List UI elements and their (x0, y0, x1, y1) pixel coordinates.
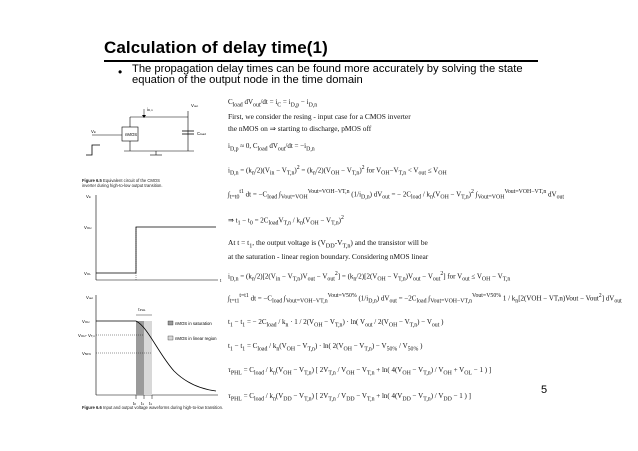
bullet-marker: • (118, 65, 123, 79)
svg-text:nMOS: nMOS (125, 132, 138, 137)
svg-text:t: t (220, 278, 222, 283)
text-rising-input: First, we consider the resing - input case for a CMOS inverter (228, 112, 411, 121)
equation-saturation-current: $i_{D,n} = (k_n/2)(V_{in} - V_{T,n})^2 = (k_n/2)(V_{OH} - V_{T,n})^2$ for $V_{OH}-V_{T,n} < V_{out} \le V_{OH}$ (228, 165, 447, 177)
svg-text:t0: t0 (133, 401, 136, 406)
equation-tphl-vdd: $\tau_{PHL} = C_{load} / k_n(V_{DD} - V_{T,n})$ [ $2V_{T,n} / V_{DD} - V_{T,n} + \ln$( $4(V_{DD} - V_{T,n}) / V_{DD} - 1$ ) ] (228, 392, 471, 403)
svg-text:VOH- VT,n: VOH- VT,n (78, 333, 95, 338)
legend-linear: nMOS in linear region (175, 336, 217, 341)
svg-text:Cload: Cload (197, 131, 206, 136)
text-boundary-1: At $t = t_1$, the output voltage is $(V_{DD}-V_{T,n})$ and the transistor will be (228, 238, 428, 250)
svg-text:τPHL: τPHL (138, 307, 146, 312)
figures-column (78, 95, 226, 415)
svg-text:Vout: Vout (191, 103, 199, 108)
svg-text:Vin: Vin (91, 129, 97, 134)
svg-text:VOL: VOL (84, 271, 91, 276)
svg-text:Vout: Vout (86, 295, 94, 300)
inverter-circuit-diagram (86, 103, 206, 155)
slide-title: Calculation of delay time(1) (104, 38, 328, 57)
title-underline (104, 60, 538, 62)
equation-linear-current: $i_{D,n} = (k_n/2)[2(V_{in} - V_{T,n})V_{out} - V_{out}^2] = (k_n/2)[2(V_{OH} - V_{T,n})V_{out} - V_{out}^2]$ for $V_{out} \le V_{OH} - V_{T,n}$ (228, 271, 511, 283)
equation-t1-result: $t_1 - t_1 = C_{load} / k_n(V_{OH} - V_{T,n}) \cdot \ln$( $2(V_{OH} - V_{T,n}) - V_{50\%} / V_{50\%}$ ) (228, 342, 423, 353)
equation-integral-linear: $\int_{t=t1}^{t=t1}$ dt = $-C_{load}$ $\int_{Vout=VOH-VT,n}^{Vout=V50\%}$ $(1/i_{D,n}) dV_{out} = -2C_{load}$ $\int_{Vout=VOH-VT,n}^{Vout=V50\%}$ $1 / k_n[2(VOH$ − VT,n)Vout − Vout$^2$] $dV_{out}$ (228, 293, 622, 305)
figure-6-5-caption: Figure 6.5 Equivalent circuit of the CMOS inverter during high-to-low output transition. (82, 178, 163, 188)
legend-saturation: nMOS in saturation (175, 321, 212, 326)
bullet-text: The propagation delay times can be found more accurately by solving the state equation of the output node in the time domain (132, 63, 523, 86)
output-waveform-plot (78, 295, 218, 406)
svg-text:VOH: VOH (82, 319, 90, 324)
equation-integral-sat: $\int_{t=t0}^{t1}$ dt = $-C_{load}$ $\int_{Vout=VOH}^{Vout=VOH-VT,n}$ $(1/i_{D,n}) dV_{out}$ = − $2C_{load} / k_n(V_{OH} - V_{T,n})^2$ $\int_{Vout=VOH}^{Vout=VOH-VT,n}$ $dV_{out}$ (228, 189, 565, 201)
svg-text:t1: t1 (141, 401, 144, 406)
svg-text:VOH: VOH (84, 225, 92, 230)
input-waveform-plot (84, 194, 222, 283)
equation-tphl-general: $\tau_{PHL} = C_{load} / k_n(V_{OH} - V_{T,n})$ [ $2V_{T,n} / V_{OH} - V_{T,n} + \ln$( $4(V_{OH} - V_{T,n}) / V_{OH} + V_{OL} - 1$ ) ] (228, 366, 492, 377)
equation-pmos-off: $i_{D,p} \approx 0$, $C_{load}$ $dV_{out}/dt = -i_{D,n}$ (228, 142, 315, 153)
svg-text:Vin: Vin (86, 194, 92, 199)
equation-t1-t0: ⇒ $t_1 - t_0 = 2C_{load}V_{T,n} / k_n(V_{OH} - V_{T,n})^2$ (228, 215, 344, 227)
figure-6-6-caption: Figure 6.6 Input and output voltage waveforms during high-to-low transition. (82, 405, 224, 410)
equation-log-form: $t_1 - t_1$ = − $2C_{load} / k_n \cdot 1 / 2(V_{OH} - V_{T,n}) \cdot \ln$( $V_{out} / 2(V_{OH} - V_{T,n}) - V_{out}$ ) (228, 318, 444, 329)
page-number: 5 (541, 384, 548, 396)
equation-kcl: $C_{load}$ $dV_{out}/dt = i_C = i_{D,p} - i_{D,n}$ (228, 98, 318, 109)
text-boundary-2: at the saturation - linear region boundary. Considering nMOS linear (228, 252, 429, 261)
text-nmos-on: the nMOS on ⇒ starting to discharge, pMOS off (228, 124, 372, 133)
svg-text:t1: t1 (149, 401, 152, 406)
svg-text:iD,n: iD,n (147, 107, 153, 112)
svg-text:V50%: V50% (82, 351, 91, 356)
